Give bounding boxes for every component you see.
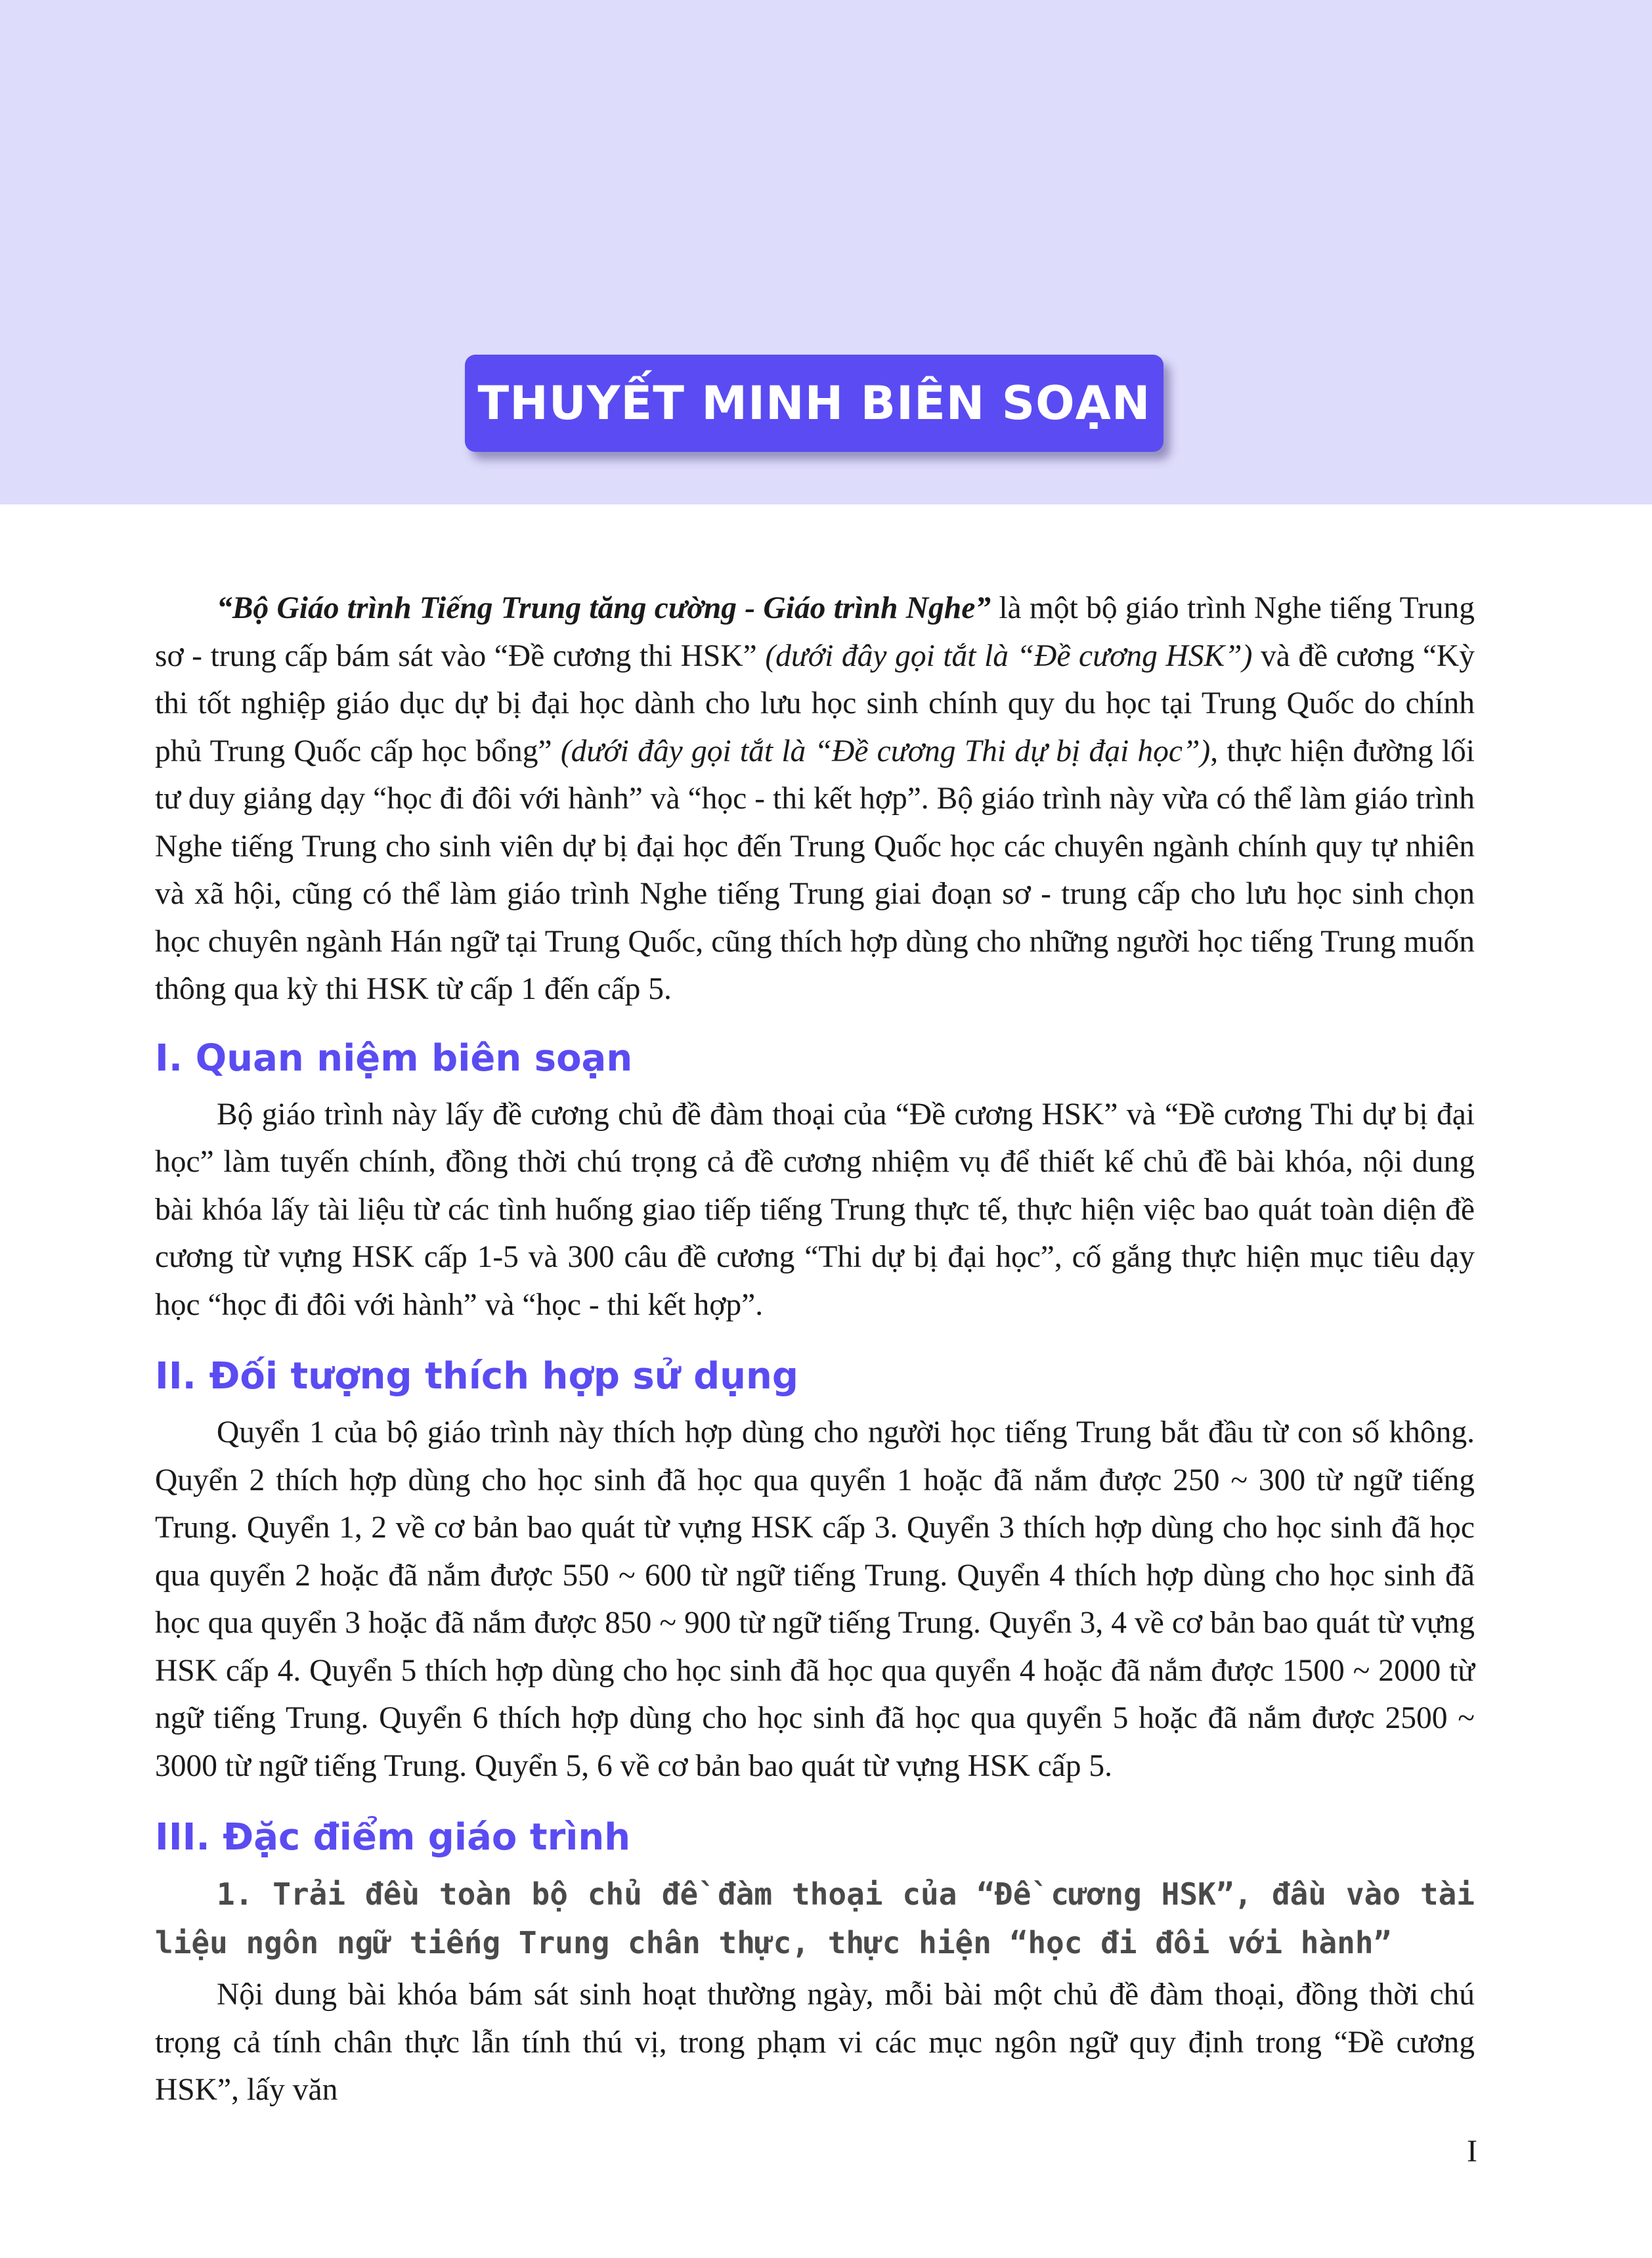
book-title: “Bộ Giáo trình Tiếng Trung tăng cường - Giáo trình Nghe”: [217, 591, 991, 625]
page-title: THUYẾT MINH BIÊN SOẠN: [477, 376, 1151, 430]
intro-italic-2: (dưới đây gọi tắt là “Đề cương Thi dự bị đại học”): [560, 734, 1211, 768]
section-3-subheading: 1. Trải đều toàn bộ chủ đề đàm thoại của “Đề cương HSK”, đầu vào tài liệu ngôn ngữ tiếng Trung chân thực, thực hiện “học đi đôi với hành”: [155, 1876, 1475, 1960]
intro-text-2: và đề cương “Kỳ thi tốt nghiệp giáo dục dự bị đại học dành cho lưu học sinh chính quy du học tại Trung Quốc do chính phủ Trung Quốc cấp học bổng”: [155, 638, 1475, 768]
title-banner: [465, 355, 1163, 452]
section-2-heading: II. Đối tượng thích hợp sử dụng: [155, 1355, 798, 1398]
section-1-body: Bộ giáo trình này lấy đề cương chủ đề đàm thoại của “Đề cương HSK” và “Đề cương Thi dự bị đại học” làm tuyến chính, đồng thời chú trọng cả đề cương nhiệm vụ để thiết kế chủ đề bài khóa, nội dung bài khóa lấy tài liệu từ các tình huống giao tiếp tiếng Trung thực tế, thực hiện việc bao quát toàn diện đề cương từ vựng HSK cấp 1-5 và 300 câu đề cương “Thi dự bị đại học”, cố gắng thực hiện mục tiêu dạy học “học đi đôi với hành” và “học - thi kết hợp”.: [155, 1097, 1475, 1322]
intro-text-3: , thực hiện đường lối tư duy giảng dạy “học đi đôi với hành” và “học - thi kết hợp”. Bộ giáo trình này vừa có thể làm giáo trình Nghe tiếng Trung cho sinh viên dự bị đại học đến Trung Quốc học các chuyên ngành chính quy tự nhiên và xã hội, cũng có thể làm giáo trình Nghe tiếng Trung giai đoạn sơ - trung cấp cho lưu học sinh chọn học chuyên ngành Hán ngữ tại Trung Quốc, cũng thích hợp dùng cho những người học tiếng Trung muốn thông qua kỳ thi HSK từ cấp 1 đến cấp 5.: [155, 734, 1475, 1006]
section-1-heading: I. Quan niệm biên soạn: [155, 1036, 633, 1080]
document-body: [155, 585, 1475, 2114]
intro-italic-1: (dưới đây gọi tắt là “Đề cương HSK”): [765, 638, 1253, 673]
intro-paragraph: [155, 585, 1475, 1013]
intro-text-1: là một bộ giáo trình Nghe tiếng Trung sơ - trung cấp bám sát vào “Đề cương thi HSK”: [155, 591, 1475, 673]
section-2-body: Quyển 1 của bộ giáo trình này thích hợp dùng cho người học tiếng Trung bắt đầu từ con số không. Quyển 2 thích hợp dùng cho học sinh đã học qua quyển 1 hoặc đã nắm được 250 ~ 300 từ ngữ tiếng Trung. Quyển 1, 2 về cơ bản bao quát từ vựng HSK cấp 3. Quyển 3 thích hợp dùng cho học sinh đã học qua quyển 2 hoặc đã nắm được 550 ~ 600 từ ngữ tiếng Trung. Quyển 4 thích hợp dùng cho học sinh đã học qua quyển 3 hoặc đã nắm được 850 ~ 900 từ ngữ tiếng Trung. Quyển 3, 4 về cơ bản bao quát từ vựng HSK cấp 4. Quyển 5 thích hợp dùng cho học sinh đã học qua quyển 4 hoặc đã nắm được 1500 ~ 2000 từ ngữ tiếng Trung. Quyển 6 thích hợp dùng cho học sinh đã học qua quyển 5 hoặc đã nắm được 2500 ~ 3000 từ ngữ tiếng Trung. Quyển 5, 6 về cơ bản bao quát từ vựng HSK cấp 5.: [155, 1415, 1475, 1783]
page-number: I: [1467, 2134, 1477, 2169]
section-3-body: Nội dung bài khóa bám sát sinh hoạt thường ngày, mỗi bài một chủ đề đàm thoại, đồng thời chú trọng cả tính chân thực lẫn tính thú vị, trong phạm vi các mục ngôn ngữ quy định trong “Đề cương HSK”, lấy văn: [155, 1978, 1475, 2107]
header-band: [0, 0, 1652, 504]
section-3-heading: III. Đặc điểm giáo trình: [155, 1816, 631, 1859]
